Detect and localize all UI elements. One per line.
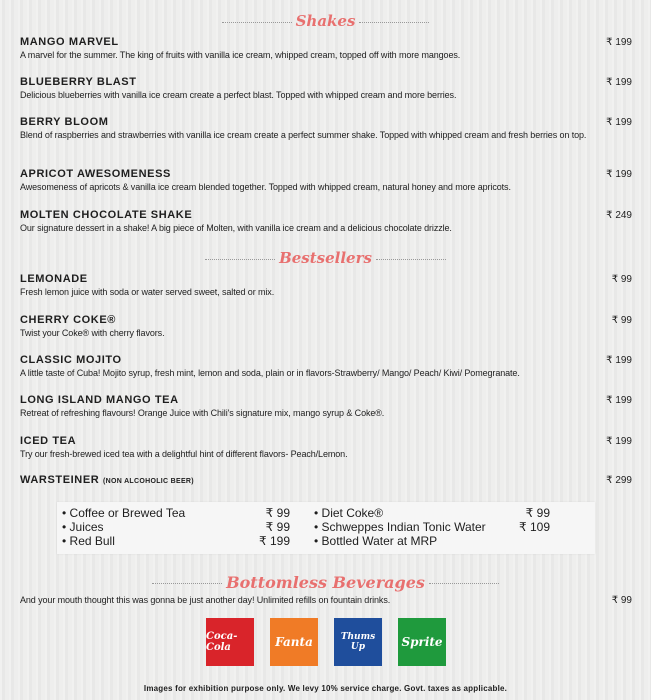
menu-item (20, 168, 632, 194)
item-price: ₹ 199 (606, 37, 632, 48)
footer-note: Images for exhibition purpose only. We levy 10% service charge. Govt. taxes as applicable. (143, 684, 508, 693)
item-name: ICED TEA (20, 435, 77, 447)
section-title-text: Bottomless Beverages (226, 573, 425, 592)
item-name: LONG ISLAND MANGO TEA (20, 394, 179, 406)
menu-item (20, 474, 632, 488)
other-drinks-box (57, 502, 595, 554)
item-name: LEMONADE (20, 273, 88, 285)
item-name: BERRY BLOOM (20, 116, 109, 128)
drink-name: • Coffee or Brewed Tea (62, 506, 186, 520)
other-drinks-left (62, 506, 290, 548)
menu-item (20, 435, 632, 461)
item-desc: A little taste of Cuba! Mojito syrup, fresh mint, lemon and soda, plain or in flavors-Strawberry/ Mango/ Peach/ Kiwi/ Pomegranate. (20, 368, 520, 378)
menu-item (20, 116, 632, 142)
drink-name: • Schweppes Indian Tonic Water (314, 520, 486, 534)
menu-item (20, 594, 632, 607)
section-title-text: Shakes (295, 12, 356, 30)
item-name: BLUEBERRY BLAST (20, 76, 137, 88)
item-name: CHERRY COKE® (20, 314, 116, 326)
drink-row (62, 506, 290, 520)
item-note: (NON ALCOHOLIC BEER) (103, 478, 194, 485)
sprite-logo: Sprite (398, 618, 446, 666)
section-title-text: Bestsellers (279, 249, 372, 267)
item-price: ₹ 199 (606, 436, 632, 447)
item-price: ₹ 99 (611, 595, 632, 606)
item-name: CLASSIC MOJITO (20, 354, 122, 366)
menu-item (20, 273, 632, 299)
item-name: APRICOT AWESOMENESS (20, 168, 171, 180)
section-title-shakes (0, 12, 651, 30)
drink-price: ₹ 99 (525, 506, 550, 520)
thums-up-logo: Thums Up (334, 618, 382, 666)
item-desc: A marvel for the summer. The king of fruits with vanilla ice cream, whipped cream, topped off with more mangoes. (20, 50, 461, 60)
drink-name: • Red Bull (62, 534, 115, 548)
item-desc: Retreat of refreshing flavours! Orange Juice with Chili's signature mix, mango syrup & Coke®. (20, 408, 385, 418)
drink-name: • Diet Coke® (314, 506, 384, 520)
menu-item (20, 394, 632, 420)
drink-price: ₹ 99 (265, 520, 290, 534)
drink-price: ₹ 199 (259, 534, 290, 548)
drink-name: • Juices (62, 520, 104, 534)
item-price: ₹ 199 (606, 117, 632, 128)
drink-name: • Bottled Water at MRP (314, 534, 438, 548)
section-title-bestsellers (0, 249, 651, 267)
item-price: ₹ 299 (606, 475, 632, 486)
item-price: ₹ 199 (606, 355, 632, 366)
item-price: ₹ 249 (606, 210, 632, 221)
other-drinks-right (314, 506, 550, 548)
item-desc: Awesomeness of apricots & vanilla ice cream blended together. Topped with whipped cream, natural honey and more apricots. (20, 182, 511, 192)
fanta-logo: Fanta (270, 618, 318, 666)
menu-item (20, 354, 632, 380)
drink-row (314, 506, 550, 520)
item-price: ₹ 99 (611, 274, 632, 285)
drink-row (62, 520, 290, 534)
section-title-bottomless (0, 573, 651, 592)
item-desc: Our signature dessert in a shake! A big piece of Molten, with vanilla ice cream and a delicious chocolate drizzle. (20, 223, 452, 233)
drink-price: ₹ 99 (265, 506, 290, 520)
brand-logos (206, 618, 446, 666)
item-price: ₹ 199 (606, 77, 632, 88)
item-price: ₹ 99 (611, 315, 632, 326)
coca-cola-logo: Coca-Cola (206, 618, 254, 666)
item-desc: And your mouth thought this was gonna be just another day! Unlimited refills on fountain drinks. (20, 595, 391, 605)
item-desc: Twist your Coke® with cherry flavors. (20, 328, 165, 338)
drink-row (62, 534, 290, 548)
menu-item (20, 314, 632, 340)
item-desc: Delicious blueberries with vanilla ice cream create a perfect blast. Topped with whipped cream and more berries. (20, 90, 457, 100)
item-price: ₹ 199 (606, 169, 632, 180)
menu-item (20, 209, 632, 235)
item-name: MOLTEN CHOCOLATE SHAKE (20, 209, 193, 221)
item-desc: Blend of raspberries and strawberries with vanilla ice cream create a perfect summer shake. Topped with whipped cream and fresh berries on top. (20, 130, 587, 140)
drink-row (314, 534, 550, 548)
menu-item (20, 76, 632, 102)
item-desc: Try our fresh-brewed iced tea with a delightful hint of different flavors- Peach/Lemon. (20, 449, 348, 459)
item-name: MANGO MARVEL (20, 36, 119, 48)
item-price: ₹ 199 (606, 395, 632, 406)
item-name: WARSTEINER (20, 474, 100, 486)
item-desc: Fresh lemon juice with soda or water served sweet, salted or mix. (20, 287, 275, 297)
menu-item (20, 36, 632, 62)
drink-row (314, 520, 550, 534)
drink-price: ₹ 109 (519, 520, 550, 534)
